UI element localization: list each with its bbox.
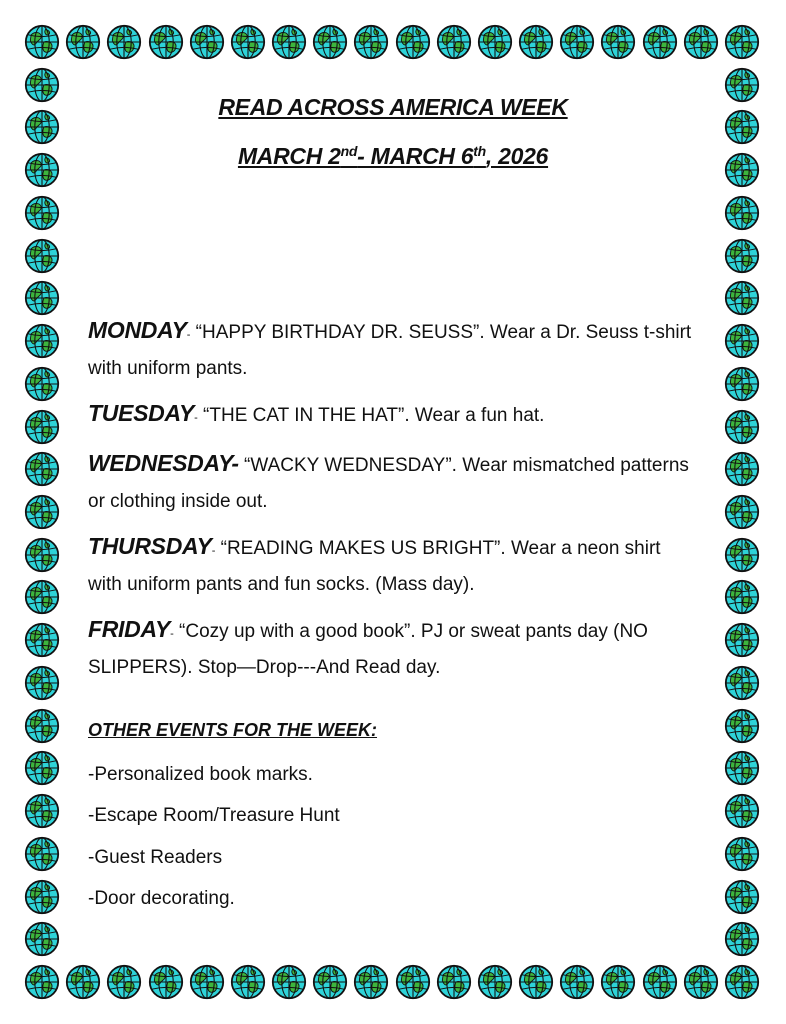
globe-icon [24, 323, 60, 359]
globe-icon [24, 579, 60, 615]
event-item: -Guest Readers [88, 847, 223, 868]
globe-icon [724, 409, 760, 445]
globe-icon [724, 836, 760, 872]
day-name: THURSDAY [88, 533, 212, 559]
spirit-days [88, 314, 698, 696]
page-title: READ ACROSS AMERICA WEEK [218, 94, 568, 120]
day-dash: - [211, 545, 216, 557]
globe-icon [600, 24, 636, 60]
globe-icon [106, 24, 142, 60]
globe-icon [24, 537, 60, 573]
globe-icon [24, 708, 60, 744]
globe-icon [353, 24, 389, 60]
globe-icon [724, 921, 760, 957]
globe-icon [724, 24, 760, 60]
globe-icon [24, 622, 60, 658]
globe-icon [724, 323, 760, 359]
day-thursday [88, 530, 698, 601]
globe-icon [724, 451, 760, 487]
globe-icon [724, 494, 760, 530]
globe-icon [353, 964, 389, 1000]
globe-icon [724, 537, 760, 573]
date-start: MARCH 2 [237, 143, 341, 169]
globe-icon [395, 24, 431, 60]
day-dash: - [170, 628, 174, 640]
day-description: “THE CAT IN THE HAT”. Wear a fun hat. [197, 405, 545, 426]
globe-icon [477, 964, 513, 1000]
globe-icon [65, 964, 101, 1000]
globe-icon [683, 24, 719, 60]
globe-icon [518, 24, 554, 60]
globe-icon [148, 24, 184, 60]
globe-icon [724, 964, 760, 1000]
date-end: - MARCH 6 [357, 143, 474, 169]
day-dash: - [186, 329, 191, 341]
globe-icon [477, 24, 513, 60]
globe-icon [24, 836, 60, 872]
globe-icon [271, 964, 307, 1000]
event-item: -Personalized book marks. [88, 764, 313, 785]
globe-icon [724, 195, 760, 231]
globe-icon [148, 964, 184, 1000]
day-friday [88, 613, 698, 684]
globe-icon [642, 24, 678, 60]
globe-icon [24, 195, 60, 231]
globe-icon [24, 451, 60, 487]
globe-icon [24, 879, 60, 915]
globe-icon [24, 921, 60, 957]
date-range [0, 143, 786, 170]
globe-icon [312, 964, 348, 1000]
globe-icon [230, 964, 266, 1000]
globe-icon [436, 24, 472, 60]
globe-icon [436, 964, 472, 1000]
globe-icon [518, 964, 554, 1000]
globe-icon [724, 708, 760, 744]
globe-icon [559, 964, 595, 1000]
day-monday [88, 314, 698, 385]
globe-icon [24, 280, 60, 316]
globe-icon [724, 280, 760, 316]
globe-icon [642, 964, 678, 1000]
globe-icon [724, 238, 760, 274]
globe-icon [230, 24, 266, 60]
globe-icon [189, 24, 225, 60]
day-description: “READING MAKES US BRIGHT”. Wear a neon shirt with uniform pants and fun socks. (Mass day). [88, 538, 661, 595]
date-start-suffix: nd [340, 143, 358, 159]
globe-icon [24, 750, 60, 786]
globe-icon [724, 366, 760, 402]
globe-icon [24, 964, 60, 1000]
day-name: WEDNESDAY- [88, 450, 239, 476]
day-name: MONDAY [88, 317, 187, 343]
globe-icon [724, 622, 760, 658]
day-tuesday [88, 397, 698, 435]
day-dash: - [194, 412, 198, 424]
globe-icon [65, 24, 101, 60]
event-item: -Door decorating. [88, 888, 235, 909]
globe-icon [724, 665, 760, 701]
day-name: FRIDAY [88, 616, 171, 642]
day-wednesday [88, 447, 698, 518]
day-name: TUESDAY [88, 400, 195, 426]
day-description: “WACKY WEDNESDAY”. Wear mismatched patterns or clothing inside out. [88, 455, 689, 512]
globe-icon [559, 24, 595, 60]
globe-icon [312, 24, 348, 60]
day-description: “Cozy up with a good book”. PJ or sweat pants day (NO SLIPPERS). Stop—Drop---And Read day. [88, 621, 648, 678]
event-item: -Escape Room/Treasure Hunt [88, 805, 340, 826]
globe-icon [24, 238, 60, 274]
globe-icon [24, 494, 60, 530]
globe-icon [724, 879, 760, 915]
globe-icon [24, 665, 60, 701]
date-end-suffix: th [473, 143, 486, 159]
globe-icon [683, 964, 719, 1000]
date-year: , 2026 [485, 143, 549, 169]
globe-icon [24, 409, 60, 445]
globe-icon [724, 750, 760, 786]
globe-icon [106, 964, 142, 1000]
globe-icon [724, 793, 760, 829]
globe-icon [724, 579, 760, 615]
globe-icon [189, 964, 225, 1000]
globe-icon [395, 964, 431, 1000]
globe-icon [24, 24, 60, 60]
globe-icon [271, 24, 307, 60]
globe-icon [600, 964, 636, 1000]
day-description: “HAPPY BIRTHDAY DR. SEUSS”. Wear a Dr. Seuss t-shirt with uniform pants. [88, 322, 692, 379]
events-heading: OTHER EVENTS FOR THE WEEK: [88, 720, 378, 740]
globe-icon [24, 793, 60, 829]
globe-icon [24, 366, 60, 402]
